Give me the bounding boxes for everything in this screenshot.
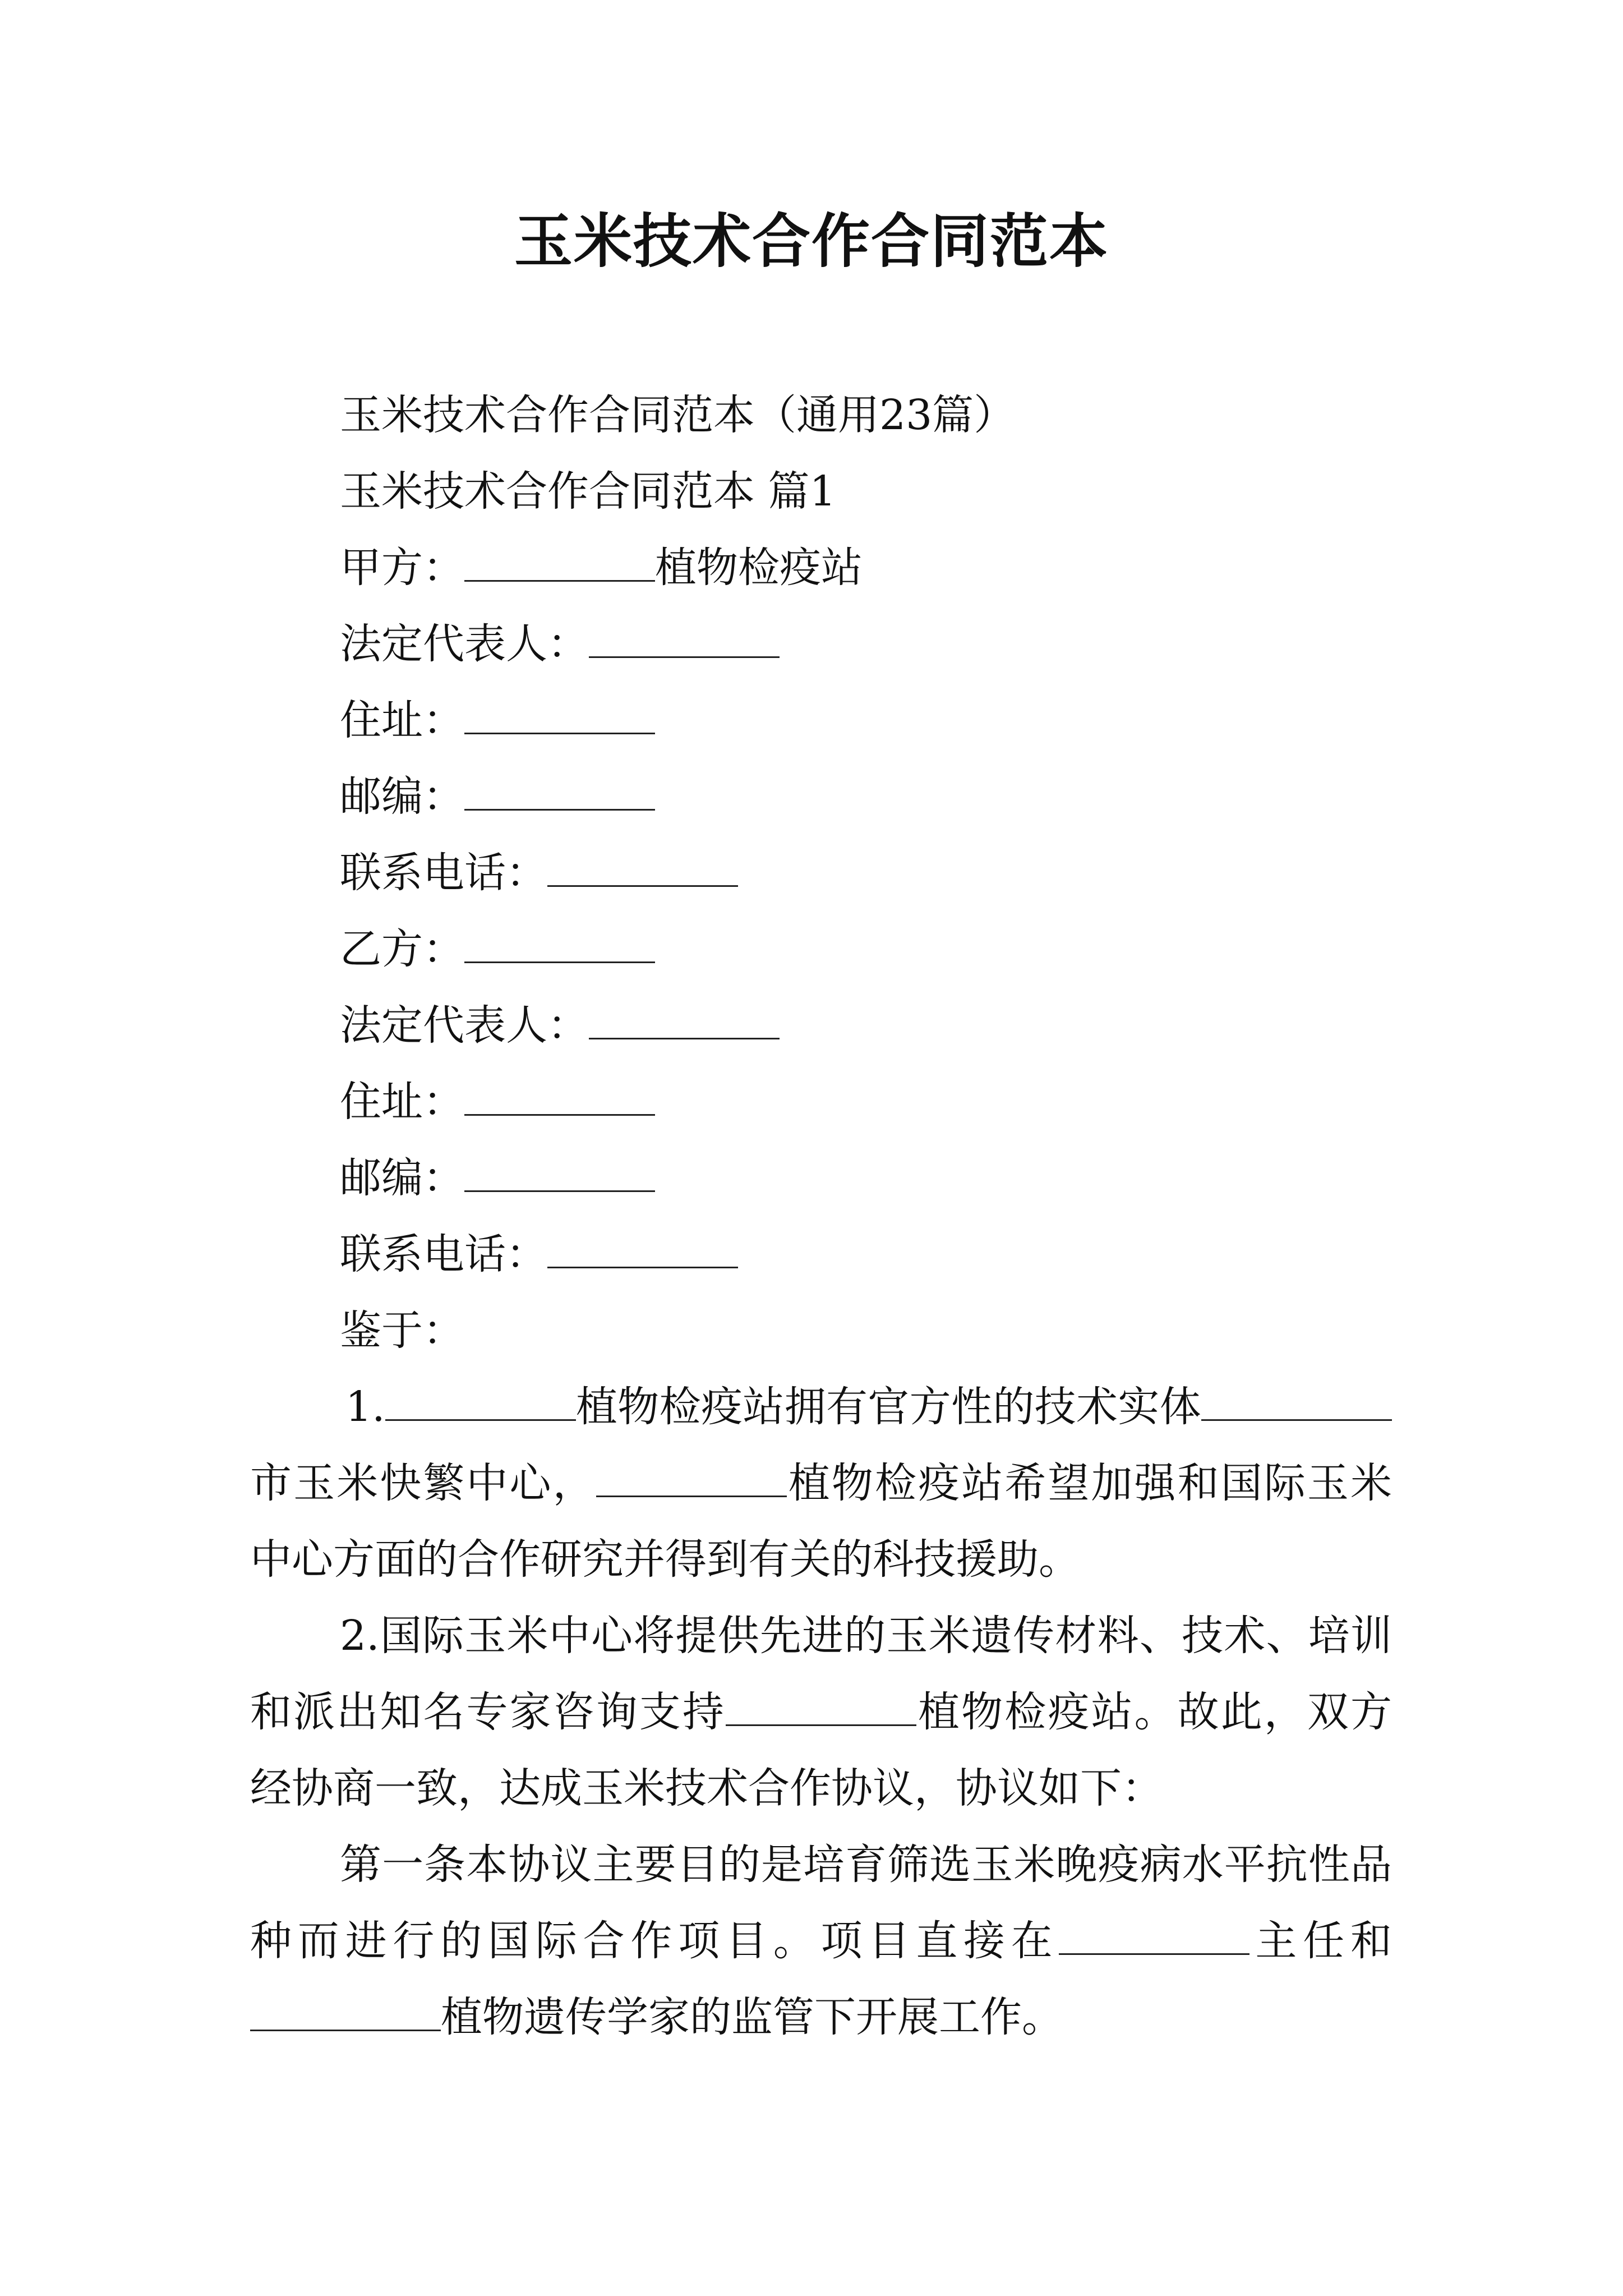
section-heading: 玉米技术合作合同范本 篇1 <box>340 467 836 516</box>
party-b-address-label: 住址： <box>340 1078 464 1126</box>
p1-text-c: 植物检疫站希望加强和国际玉米中心方面的合作研究并得到有关的科技援助。 <box>250 1459 1393 1584</box>
blank-field <box>464 775 655 811</box>
p3-text-c: 植物遗传学家的监管下开展工作。 <box>441 1993 1063 2041</box>
party-b-postcode-line <box>250 1140 1392 1216</box>
blank-field <box>1059 1920 1249 1955</box>
whereas-label: 鉴于： <box>340 1306 464 1355</box>
party-a-address-line <box>250 682 1392 758</box>
subtitle: 玉米技术合作合同范本（通用23篇） <box>340 391 1016 439</box>
blank-field <box>589 1004 780 1039</box>
article-1-paragraph <box>250 1826 1392 2055</box>
p1-prefix: 1. <box>345 1383 385 1431</box>
party-a-label: 甲方： <box>340 544 464 592</box>
party-a-phone-label: 联系电话： <box>340 849 547 897</box>
blank-field <box>726 1691 916 1726</box>
blank-field <box>464 1157 655 1192</box>
blank-field <box>547 1233 738 1268</box>
blank-field <box>464 928 655 963</box>
blank-field <box>589 623 780 658</box>
blank-field <box>464 546 655 582</box>
party-a-rep-line <box>250 606 1392 682</box>
party-a-address-label: 住址： <box>340 696 464 744</box>
party-b-phone-line <box>250 1216 1392 1292</box>
blank-field <box>385 1386 576 1421</box>
blank-field <box>596 1462 787 1497</box>
p1-text-a: 植物检疫站拥有官方性的技术实体 <box>575 1383 1201 1431</box>
blank-field <box>547 852 738 887</box>
blank-field <box>250 1996 441 2031</box>
p2-text-b: 植物检疫站。故此，双方经协商一致，达成玉米技术合作协议，协议如下： <box>250 1688 1392 1812</box>
party-a-postcode-line <box>250 758 1392 835</box>
party-b-address-line <box>250 1064 1392 1140</box>
blank-field <box>1201 1386 1392 1421</box>
party-a-suffix: 植物检疫站 <box>655 544 863 592</box>
party-a-phone-line <box>250 835 1392 911</box>
party-b-line <box>250 911 1392 987</box>
party-b-postcode-label: 邮编： <box>340 1154 464 1202</box>
party-b-rep-line <box>250 987 1392 1064</box>
party-a-postcode-label: 邮编： <box>340 772 464 821</box>
p2-text-a: 2.国际玉米中心将提供先进的玉米遗传材料、技术、培训和派出知名专家咨询支持 <box>250 1612 1392 1736</box>
document-title: 玉米技术合作合同范本 <box>514 206 1109 275</box>
whereas-paragraph-1 <box>250 1369 1392 1598</box>
whereas-paragraph-2 <box>250 1598 1392 1826</box>
party-a-rep-label: 法定代表人： <box>340 620 589 668</box>
blank-field <box>464 699 655 734</box>
document-body <box>250 377 1392 2055</box>
party-b-label: 乙方： <box>340 925 464 973</box>
p1-text-b: 市玉米快繁中心， <box>250 1459 596 1507</box>
blank-field <box>464 1080 655 1116</box>
p3-text-b: 主任和 <box>1249 1917 1393 1965</box>
party-a-line <box>250 530 1392 606</box>
party-b-rep-label: 法定代表人： <box>340 1001 589 1050</box>
p3-text-a: 第一条本协议主要目的是培育筛选玉米晚疫病水平抗性品种而进行的国际合作项目。项目直接在 <box>250 1841 1392 1965</box>
party-b-phone-label: 联系电话： <box>340 1230 547 1278</box>
